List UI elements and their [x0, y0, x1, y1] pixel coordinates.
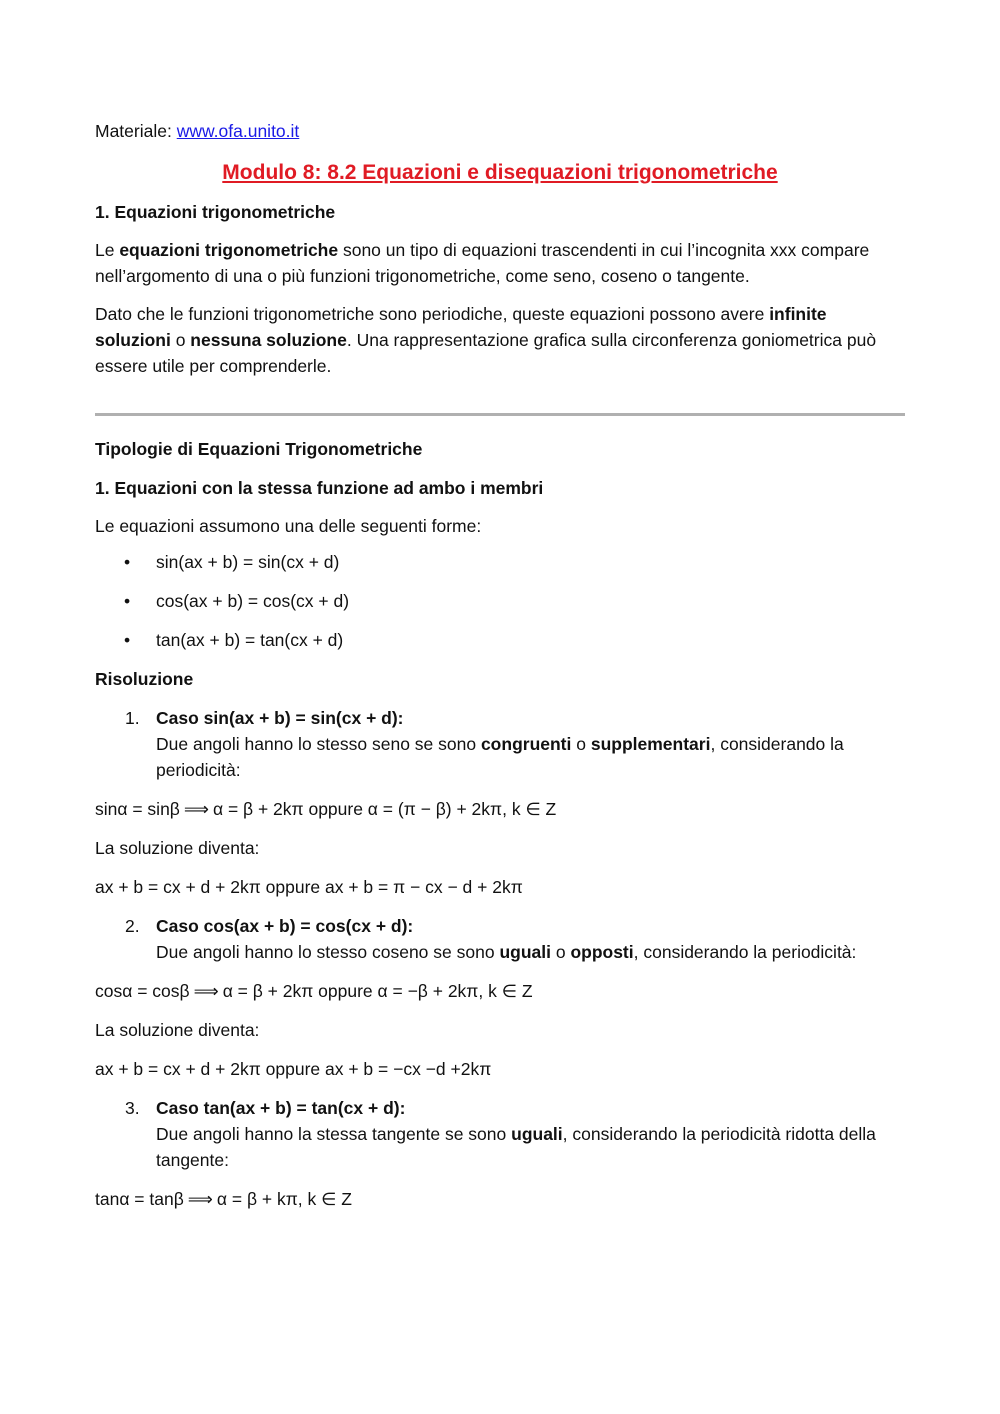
forms-intro: Le equazioni assumono una delle seguenti forme: [95, 516, 482, 536]
forms-list [95, 549, 905, 653]
text-run: sono un tipo di equazioni trascendenti in cui l’incognita xxx compare nell’argomento di una o più funzioni trigonometriche, come seno, coseno o tangente. [95, 240, 870, 286]
bold-term: infinite soluzioni [95, 304, 827, 350]
equation-right: α = β + 2kπ oppure α = (π − β) + 2kπ, k ∈ Z [212, 799, 557, 819]
equation-left: tanα = tanβ [95, 1189, 184, 1209]
materiale-line [95, 118, 905, 144]
equation-sin [95, 796, 905, 822]
text-run: , considerando la periodicità: [156, 734, 844, 780]
solution-label: La soluzione diventa: [95, 1020, 260, 1040]
solution-sin: ax + b = cx + d + 2kπ oppure ax + b = π − cx − d + 2kπ [95, 877, 523, 897]
text-run: o [170, 330, 191, 350]
text-run: Due angoli hanno la stessa tangente se sono [156, 1124, 512, 1144]
section-heading-tipologie: Tipologie di Equazioni Trigonometriche [95, 439, 423, 459]
implies-icon: ⟹ [183, 799, 209, 819]
equation-tan [95, 1186, 905, 1212]
solution-cos: ax + b = cx + d + 2kπ oppure ax + b = −cx −d +2kπ [95, 1059, 492, 1079]
list-item [95, 588, 905, 614]
text-run: , considerando la periodicità: [633, 942, 857, 962]
case-cos [95, 913, 905, 965]
list-item [95, 627, 905, 653]
text-run: Dato che le funzioni trigonometriche sono periodiche, queste equazioni possono avere [95, 304, 770, 324]
document-title: Modulo 8: 8.2 Equazioni e disequazioni trigonometriche [222, 161, 778, 184]
text-run: . Una rappresentazione grafica sulla circonferenza goniometrica può essere utile per comprenderle. [95, 330, 877, 376]
bold-term: opposti [570, 942, 634, 962]
text-run: o [571, 734, 591, 754]
text-run: Due angoli hanno lo stesso seno se sono [156, 734, 481, 754]
equation-right: α = β + 2kπ oppure α = −β + 2kπ, k ∈ Z [222, 981, 533, 1001]
materiale-label: Materiale: [95, 121, 172, 141]
bold-term: nessuna soluzione [190, 330, 347, 350]
text-run: , considerando la periodicità ridotta della tangente: [156, 1124, 876, 1170]
periodicity-paragraph [95, 301, 905, 379]
case-sin [95, 705, 905, 783]
form-text: sin(ax + b) = sin(cx + d) [156, 552, 340, 572]
bullet-icon: • [124, 630, 131, 650]
bold-term: uguali [499, 942, 551, 962]
implies-icon: ⟹ [187, 1189, 213, 1209]
list-item [95, 549, 905, 575]
equation-cos [95, 978, 905, 1004]
case-number: 3. [125, 1098, 140, 1118]
bullet-icon: • [124, 552, 131, 572]
subheading-stessa-funzione: 1. Equazioni con la stessa funzione ad ambo i membri [95, 478, 544, 498]
equation-left: sinα = sinβ [95, 799, 180, 819]
document-page [95, 118, 905, 1212]
form-text: tan(ax + b) = tan(cx + d) [156, 630, 344, 650]
bold-term: congruenti [480, 734, 572, 754]
case-number: 2. [125, 916, 140, 936]
form-text: cos(ax + b) = cos(cx + d) [156, 591, 350, 611]
intro-paragraph [95, 237, 905, 289]
case-title: Caso cos(ax + b) = cos(cx + d): [156, 916, 414, 936]
materiale-link[interactable]: www.ofa.unito.it [176, 121, 300, 141]
equation-right: α = β + kπ, k ∈ Z [216, 1189, 352, 1209]
case-title: Caso tan(ax + b) = tan(cx + d): [156, 1098, 406, 1118]
text-run: o [550, 942, 571, 962]
horizontal-divider [95, 413, 905, 416]
text-run: Le [95, 240, 120, 260]
risoluzione-heading: Risoluzione [95, 669, 194, 689]
solution-label: La soluzione diventa: [95, 838, 260, 858]
bold-term: uguali [511, 1124, 563, 1144]
section-heading-equazioni: 1. Equazioni trigonometriche [95, 202, 336, 222]
case-description [156, 939, 905, 965]
bold-term: equazioni trigonometriche [119, 240, 339, 260]
case-title: Caso sin(ax + b) = sin(cx + d): [156, 708, 404, 728]
bullet-icon: • [124, 591, 131, 611]
case-description [156, 731, 905, 783]
equation-left: cosα = cosβ [95, 981, 190, 1001]
text-run: Due angoli hanno lo stesso coseno se sono [156, 942, 500, 962]
case-number: 1. [125, 708, 140, 728]
case-description [156, 1121, 905, 1173]
case-tan [95, 1095, 905, 1173]
bold-term: supplementari [590, 734, 711, 754]
implies-icon: ⟹ [193, 981, 219, 1001]
